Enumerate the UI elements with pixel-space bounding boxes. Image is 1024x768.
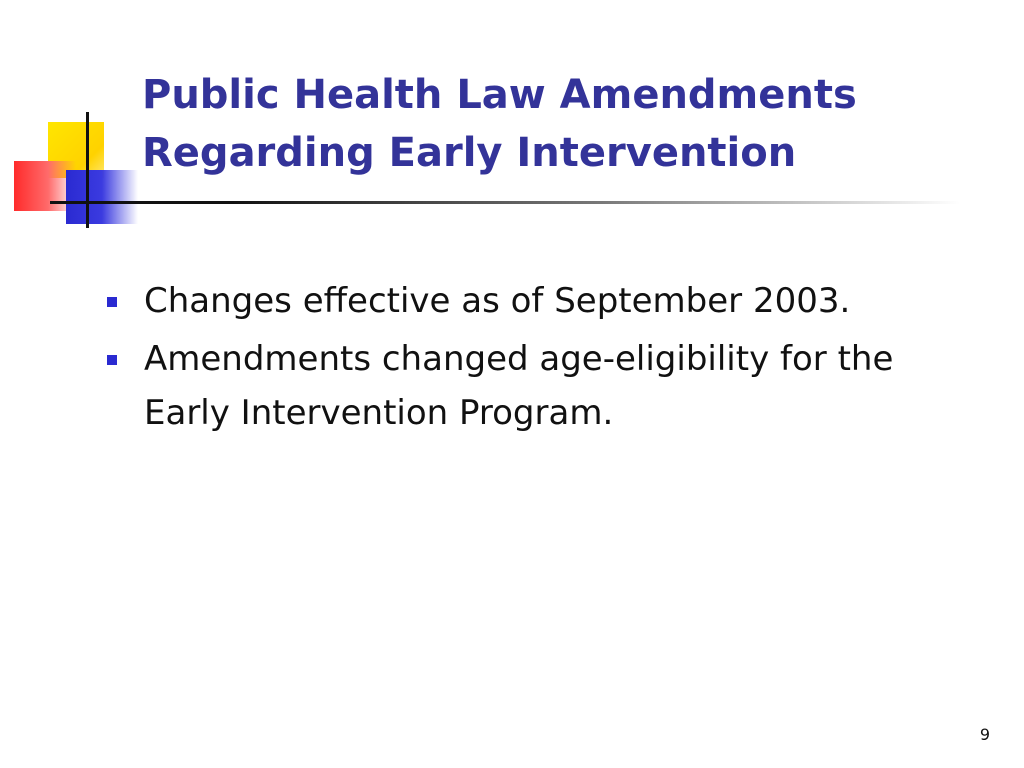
bullet-item bbox=[104, 274, 894, 328]
title-underline bbox=[50, 201, 960, 204]
bullet-text: Amendments changed age-eligibility for the Early Intervention Program. bbox=[144, 339, 894, 433]
bullet-text: Changes effective as of September 2003. bbox=[144, 281, 851, 321]
title-line-1: Public Health Law Amendments bbox=[142, 72, 857, 118]
square-bullet-icon bbox=[107, 297, 117, 307]
page-number: 9 bbox=[979, 725, 990, 744]
blue-square bbox=[66, 170, 138, 224]
vertical-rule bbox=[86, 112, 89, 228]
color-blocks-logo-icon bbox=[0, 0, 140, 240]
bullet-list bbox=[104, 274, 894, 444]
square-bullet-icon bbox=[107, 355, 117, 365]
page-title bbox=[142, 66, 1002, 182]
bullet-item bbox=[104, 332, 894, 440]
title-line-2: Regarding Early Intervention bbox=[142, 130, 797, 176]
